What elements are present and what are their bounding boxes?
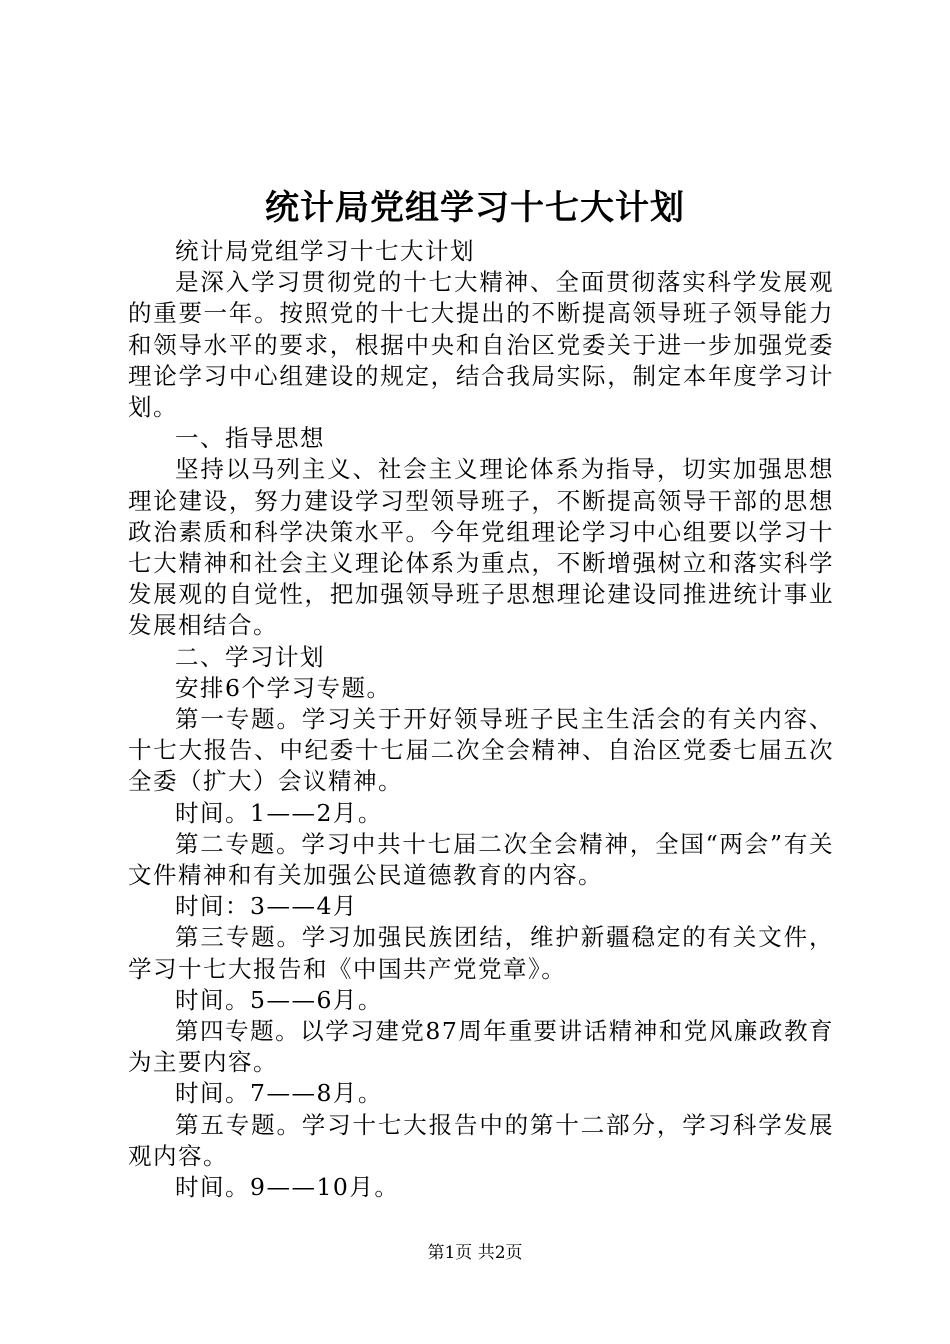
- paragraph-time-5: 时间。9——10月。: [175, 1173, 400, 1202]
- section-heading-study-plan: 二、学习计划: [175, 642, 325, 671]
- paragraph-topic-5: 第五专题。学习十七大报告中的第十二部分，学习科学发展观内容。: [128, 1110, 834, 1170]
- paragraph-time-1: 时间。1——2月。: [175, 798, 383, 827]
- paragraph-topic-4: 第四专题。以学习建党87周年重要讲话精神和党风廉政教育为主要内容。: [128, 1017, 834, 1077]
- document-title: 统计局党组学习十七大计划: [265, 188, 685, 228]
- paragraph-topic-3: 第三专题。学习加强民族团结，维护新疆稳定的有关文件，学习十七大报告和《中国共产党党章》。: [128, 923, 834, 983]
- paragraph-guiding-thought: 坚持以马列主义、社会主义理论体系为指导，切实加强思想理论建设，努力建设学习型领导班子，不断提高领导干部的思想政治素质和科学决策水平。今年党组理论学习中心组要以学习十七大精神和社会主义理论体系为重点，不断增强树立和落实科学发展观的自觉性，把加强领导班子思想理论建设同推进统计事业发展相结合。: [128, 455, 834, 640]
- paragraph-topic-1: 第一专题。学习关于开好领导班子民主生活会的有关内容、十七大报告、中纪委十七届二次全会精神、自治区党委七届五次全委（扩大）会议精神。: [128, 705, 834, 796]
- document-body: [128, 236, 834, 1203]
- paragraph-time-4: 时间。7——8月。: [175, 1079, 383, 1108]
- paragraph-topic-count: 安排6个学习专题。: [175, 673, 392, 702]
- paragraph-subtitle: 统计局党组学习十七大计划: [175, 237, 475, 265]
- paragraph-time-3: 时间。5——6月。: [175, 985, 383, 1014]
- page-footer: 第1页 共2页: [427, 1243, 523, 1263]
- paragraph-topic-2: 第二专题。学习中共十七届二次全会精神，全国“两会”有关文件精神和有关加强公民道德教育的内容。: [128, 829, 834, 890]
- section-heading-guiding-thought: 一、指导思想: [175, 424, 325, 453]
- paragraph-time-2: 时间：3——4月: [175, 892, 358, 921]
- paragraph-intro: 是深入学习贯彻党的十七大精神、全面贯彻落实科学发展观的重要一年。按照党的十七大提出的不断提高领导班子领导能力和领导水平的要求，根据中央和自治区党委关于进一步加强党委理论学习中心组建设的规定，结合我局实际，制定本年度学习计划。: [128, 268, 834, 422]
